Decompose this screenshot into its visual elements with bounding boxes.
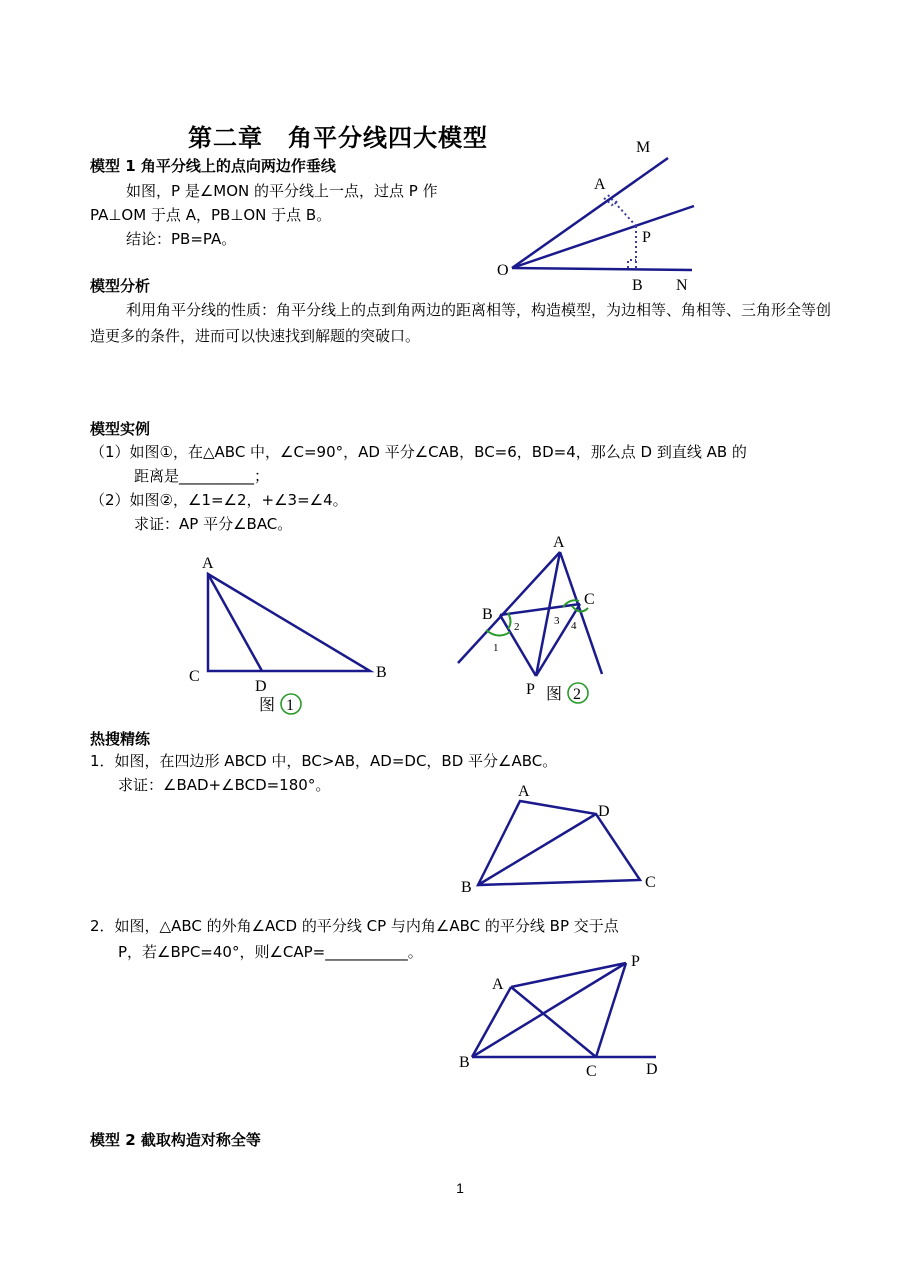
fig3-label-a: A (518, 783, 530, 800)
label-m: M (636, 139, 651, 156)
label-o: O (497, 262, 509, 279)
fig1-label-a: A (202, 555, 214, 572)
fig4-label-c: C (586, 1063, 597, 1080)
practice-heading: 热搜精练 (90, 730, 151, 748)
example1-line2: 距离是__________； (134, 467, 270, 485)
example2-line2: 求证：AP 平分∠BAC。 (134, 515, 293, 533)
label-p: P (642, 229, 651, 246)
model1-desc-line1: 如图，P 是∠MON 的平分线上一点，过点 P 作 (126, 182, 438, 200)
analysis-heading: 模型分析 (90, 277, 151, 295)
fig4-label-b: B (459, 1054, 470, 1071)
fig2-label-a: A (553, 534, 565, 551)
fig2-angle-1: 1 (493, 642, 499, 654)
fig2-angle-3: 3 (554, 615, 560, 627)
analysis-text: 利用角平分线的性质：角平分线上的点到角两边的距离相等，构造模型，为边相等、角相等、三角形全等创造更多的条件，进而可以快速找到解题的突破口。 (90, 301, 832, 345)
label-n: N (676, 277, 688, 294)
examples-heading: 模型实例 (90, 420, 151, 438)
practice2-line2: P，若∠BPC=40°，则∠CAP=___________。 (118, 943, 423, 961)
fig3-label-d: D (598, 803, 610, 820)
model1-heading: 模型 1 角平分线上的点向两边作垂线 (90, 157, 336, 175)
label-b: B (632, 277, 643, 294)
fig2-label-c: C (584, 591, 595, 608)
label-a: A (594, 176, 606, 193)
fig4-label-d: D (646, 1061, 658, 1078)
segment-ap (511, 963, 626, 987)
fig1-caption: 图 (259, 697, 276, 714)
model2-heading: 模型 2 截取构造对称全等 (90, 1131, 261, 1149)
fig2-label-b: B (482, 606, 493, 623)
fig4-label-p: P (631, 953, 640, 970)
fig2-caption-num: 2 (573, 686, 581, 703)
model1-desc-line2: PA⊥OM 于点 A，PB⊥ON 于点 B。 (90, 206, 332, 224)
fig1-caption-num: 1 (286, 697, 294, 714)
fig3-label-c: C (645, 874, 656, 891)
practice1-line1: 1．如图，在四边形 ABCD 中，BC>AB，AD=DC，BD 平分∠ABC。 (90, 752, 558, 770)
model1-conclusion: 结论：PB=PA。 (126, 230, 237, 248)
fig3-label-b: B (461, 879, 472, 896)
fig1-label-d: D (255, 678, 267, 695)
example2-line1: （2）如图②，∠1=∠2，+∠3=∠4。 (90, 491, 348, 509)
page-number: 1 (456, 1180, 464, 1196)
fig1-label-c: C (189, 668, 200, 685)
fig4-label-a: A (492, 976, 504, 993)
practice1-line2: 求证：∠BAD+∠BCD=180°。 (118, 776, 331, 794)
fig2-caption: 图 (546, 686, 563, 703)
page-title: 第二章 角平分线四大模型 (188, 124, 488, 152)
example1-line1: （1）如图①，在△ABC 中，∠C=90°，AD 平分∠CAB，BC=6，BD=4，那么点 D 到直线 AB 的 (90, 443, 747, 461)
segment-cp (596, 963, 626, 1057)
segment-ac (511, 987, 596, 1057)
fig2-angle-4: 4 (571, 620, 577, 632)
practice2-line1: 2．如图，△ABC 的外角∠ACD 的平分线 CP 与内角∠ABC 的平分线 BP 交于点 (90, 917, 619, 935)
fig2-angle-2: 2 (514, 621, 520, 633)
fig1-label-b: B (376, 664, 387, 681)
fig2-label-p: P (526, 681, 535, 698)
